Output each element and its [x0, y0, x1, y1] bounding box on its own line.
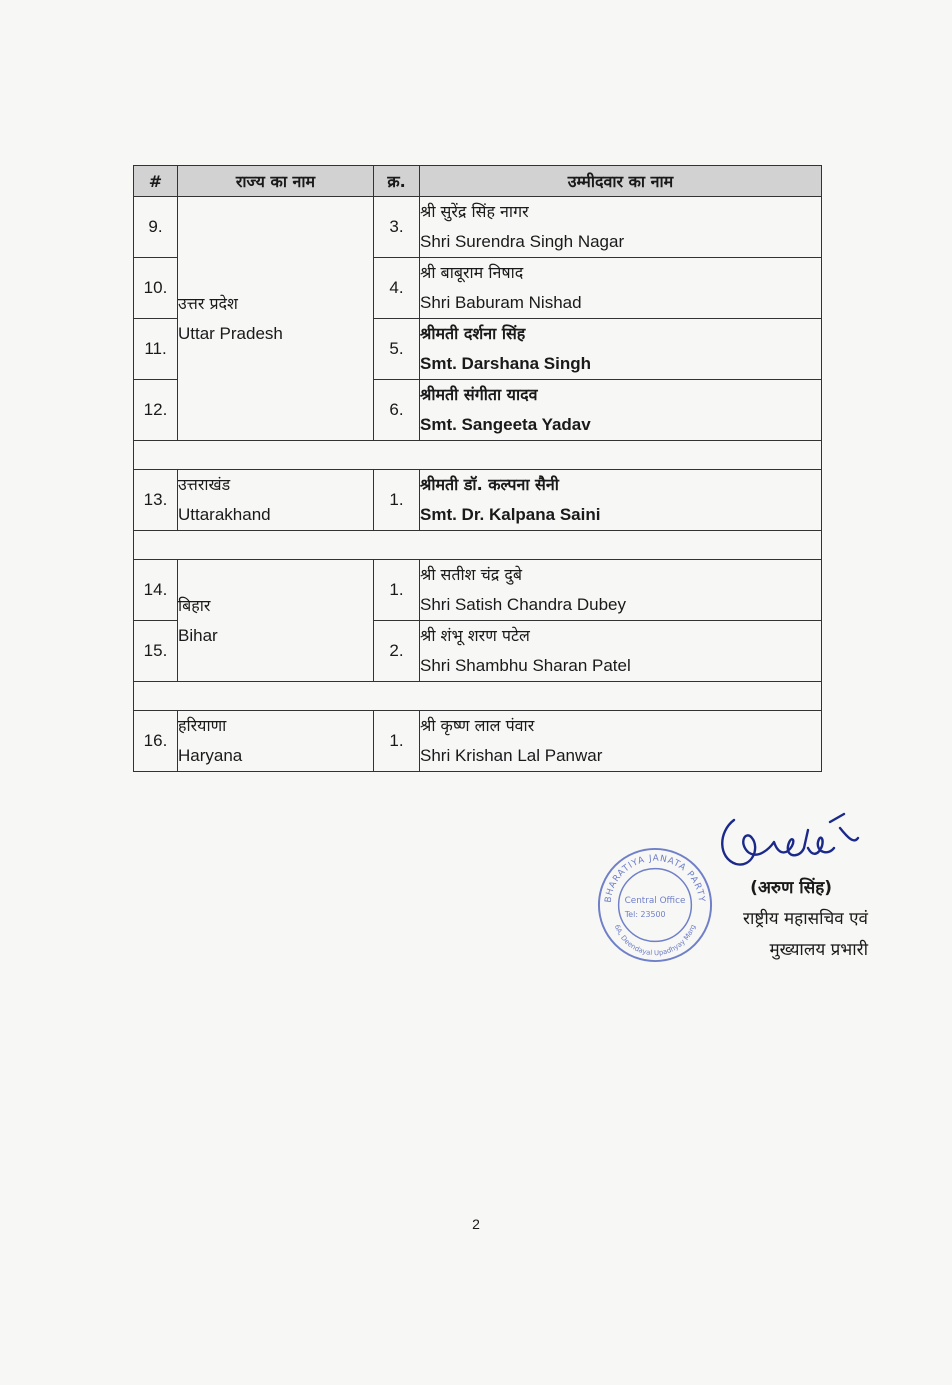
candidate-cell [420, 319, 822, 380]
candidate-cell [420, 380, 822, 441]
state-cell [178, 560, 374, 682]
candidate-name-english: Smt. Dr. Kalpana Saini [420, 505, 601, 524]
row-index: 13. [134, 470, 178, 531]
row-index: 10. [134, 258, 178, 319]
state-name-english: Bihar [178, 625, 218, 645]
header-candidate: उम्मीदवार का नाम [420, 166, 822, 197]
row-serial: 3. [374, 197, 420, 258]
state-cell [178, 197, 374, 441]
spacer-row [134, 531, 822, 560]
row-index: 9. [134, 197, 178, 258]
candidate-table [133, 165, 822, 772]
spacer-cell [134, 682, 822, 711]
signatory-designation-line2: मुख्यालय प्रभारी [769, 940, 868, 960]
candidate-name-english: Shri Surendra Singh Nagar [420, 232, 625, 251]
candidate-cell [420, 560, 822, 621]
row-serial: 2. [374, 621, 420, 682]
row-index: 12. [134, 380, 178, 441]
candidate-name-english: Shri Baburam Nishad [420, 293, 582, 312]
header-state: राज्य का नाम [178, 166, 374, 197]
candidate-name-english: Shri Satish Chandra Dubey [420, 595, 627, 614]
row-serial: 1. [374, 560, 420, 621]
header-serial: क्र. [374, 166, 420, 197]
state-name-hindi: बिहार [178, 595, 211, 615]
row-serial: 1. [374, 470, 420, 531]
table-row [134, 470, 822, 531]
table-row [134, 560, 822, 621]
state-name-hindi: उत्तराखंड [178, 475, 231, 494]
candidate-name-hindi: श्री बाबूराम निषाद [420, 263, 524, 282]
svg-text:Tel: 23500: Tel: 23500 [624, 909, 666, 919]
candidate-cell [420, 621, 822, 682]
row-serial: 1. [374, 711, 420, 772]
candidate-name-hindi: श्रीमती डॉ. कल्पना सैनी [420, 475, 559, 494]
row-index: 14. [134, 560, 178, 621]
candidate-cell [420, 711, 822, 772]
candidate-name-hindi: श्री सतीश चंद्र दुबे [420, 565, 522, 584]
candidate-name-hindi: श्रीमती संगीता यादव [420, 385, 538, 404]
row-serial: 5. [374, 319, 420, 380]
state-cell [178, 470, 374, 531]
signatory-name: (अरुण सिंह) [750, 878, 832, 898]
page-number: 2 [472, 1216, 480, 1232]
table-row [134, 711, 822, 772]
spacer-row [134, 441, 822, 470]
svg-text:6A, Deendayal Upadhyay Marg: 6A, Deendayal Upadhyay Marg [612, 923, 698, 958]
svg-text:BHARATIYA JANATA PARTY: BHARATIYA JANATA PARTY [603, 853, 707, 904]
svg-text:Central Office: Central Office [624, 896, 686, 907]
table-header-row [134, 166, 822, 197]
header-index: # [134, 166, 178, 197]
state-name-english: Uttarakhand [178, 505, 271, 524]
state-name-hindi: उत्तर प्रदेश [178, 293, 238, 313]
spacer-cell [134, 531, 822, 560]
state-name-english: Haryana [178, 746, 243, 765]
candidate-name-hindi: श्री कृष्ण लाल पंवार [420, 716, 535, 735]
signatory-designation-line1: राष्ट्रीय महासचिव एवं [743, 909, 868, 929]
row-serial: 4. [374, 258, 420, 319]
candidate-name-hindi: श्री सुरेंद्र सिंह नागर [420, 202, 529, 221]
candidate-name-english: Shri Shambhu Sharan Patel [420, 656, 631, 675]
state-cell [178, 711, 374, 772]
candidate-name-english: Smt. Darshana Singh [420, 354, 591, 373]
candidate-cell [420, 197, 822, 258]
row-index: 11. [134, 319, 178, 380]
spacer-cell [134, 441, 822, 470]
candidate-name-english: Smt. Sangeeta Yadav [420, 415, 591, 434]
state-name-english: Uttar Pradesh [178, 323, 283, 343]
spacer-row [134, 682, 822, 711]
candidate-name-hindi: श्री शंभू शरण पटेल [420, 626, 530, 645]
candidate-name-english: Shri Krishan Lal Panwar [420, 746, 603, 765]
row-index: 16. [134, 711, 178, 772]
candidate-cell [420, 258, 822, 319]
row-serial: 6. [374, 380, 420, 441]
signatory-block [668, 873, 868, 966]
row-index: 15. [134, 621, 178, 682]
state-name-hindi: हरियाणा [178, 716, 227, 735]
table-row [134, 197, 822, 258]
candidate-cell [420, 470, 822, 531]
candidate-name-hindi: श्रीमती दर्शना सिंह [420, 324, 526, 343]
